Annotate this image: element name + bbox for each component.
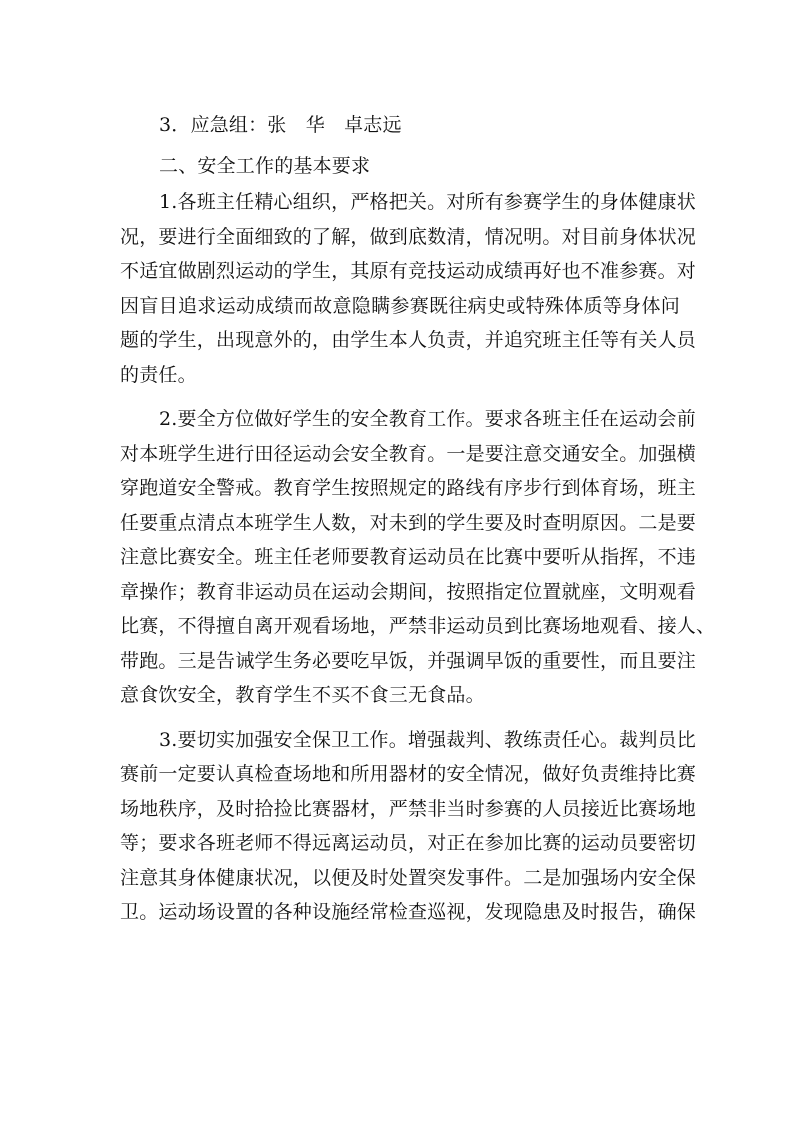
paragraph-line: 穿跑道安全警戒。教育学生按照规定的路线有序步行到体育场，班主 [120,477,697,499]
paragraph-line: 不适宜做剧烈运动的学生，其原有竞技运动成绩再好也不准参赛。对 [120,260,697,282]
paragraph-line: 卫。运动场设置的各种设施经常检查巡视，发现隐患及时报告，确保 [120,901,697,923]
paragraph-line: 章操作；教育非运动员在运动会期间，按照指定位置就座，文明观看 [120,580,697,603]
paragraph-line: 题的学生，出现意外的，由学生本人负责，并追究班主任等有关人员 [120,329,697,351]
document-page [120,108,716,930]
paragraph-line: 注意其身体健康状况，以便及时处置突发事件。二是加强场内安全保 [120,866,697,889]
paragraph-line: 况，要进行全面细致的了解，做到底数清，情况明。对目前身体状况 [120,225,697,248]
paragraph-line: 的责任。 [120,363,197,386]
paragraph-line: 注意比赛安全。班主任老师要教育运动员在比赛中要听从指挥，不违 [120,546,697,568]
paragraph-line: 意食饮安全，教育学生不买不食三无食品。 [120,684,485,706]
paragraph-3 [120,723,697,930]
paragraph-1 [120,185,697,392]
paragraph-line: 场地秩序，及时拾捡比赛器材，严禁非当时参赛的人员接近比赛场地 [120,797,697,820]
paragraph-line: 2.要全方位做好学生的安全教育工作。要求各班主任在运动会前 [159,408,696,430]
paragraph-2 [120,402,716,713]
paragraph-line: 赛前一定要认真检查场地和所用器材的安全情况，做好负责维持比赛 [120,763,697,785]
paragraph-line: 1.各班主任精心组织，严格把关。对所有参赛学生的身体健康状 [159,191,696,213]
paragraph-line: 任要重点清点本班学生人数，对未到的学生要及时查明原因。二是要 [120,511,697,534]
paragraph-line: 因盲目追求运动成绩而故意隐瞒参赛既往病史或特殊体质等身体问 [120,294,680,317]
paragraph-line: 对本班学生进行田径运动会安全教育。一是要注意交通安全。加强横 [120,442,697,465]
section-heading-basic-requirements: 二、安全工作的基本要求 [159,154,371,177]
paragraph-line: 3.要切实加强安全保卫工作。增强裁判、教练责任心。裁判员比 [159,728,696,751]
emergency-group-line: 3．应急组：张 华 卓志远 [159,114,402,136]
paragraph-line: 带跑。三是告诫学生务必要吃早饭，并强调早饭的重要性，而且要注 [120,649,697,672]
paragraph-line: 等；要求各班老师不得远离运动员，对正在参加比赛的运动员要密切 [120,832,697,854]
paragraph-line: 比赛，不得擅自离开观看场地，严禁非运动员到比赛场地观看、接人、 [120,615,716,637]
